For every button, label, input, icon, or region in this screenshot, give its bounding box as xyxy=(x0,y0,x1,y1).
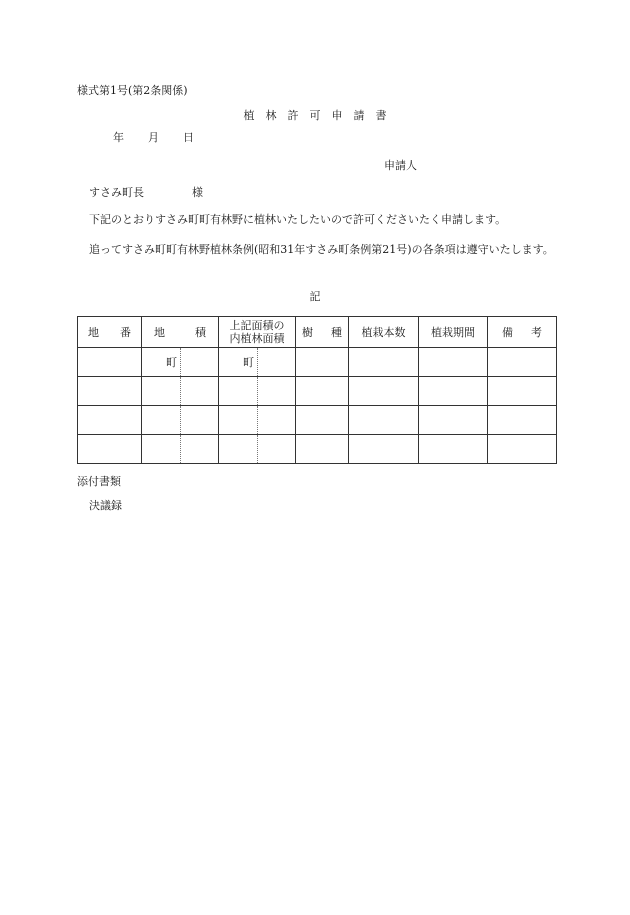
cell-remarks[interactable] xyxy=(488,406,557,435)
header-period: 植栽期間 xyxy=(419,317,488,348)
table-row xyxy=(78,377,557,406)
cell-planting-area-main[interactable] xyxy=(219,377,258,406)
cell-species[interactable] xyxy=(296,348,349,377)
table-row xyxy=(78,435,557,464)
year-label: 年 xyxy=(113,131,124,144)
cell-area-main[interactable] xyxy=(142,348,181,377)
cell-chiban[interactable] xyxy=(78,406,142,435)
cell-remarks[interactable] xyxy=(488,377,557,406)
applicant-label: 申請人 xyxy=(384,159,417,172)
title-char: 請 xyxy=(353,109,365,122)
cell-planting-area-main[interactable] xyxy=(219,348,258,377)
cell-species[interactable] xyxy=(296,406,349,435)
cell-area-sub[interactable] xyxy=(181,406,219,435)
cell-count[interactable] xyxy=(349,377,419,406)
month-label: 月 xyxy=(148,131,159,144)
title-char: 申 xyxy=(331,109,343,122)
cell-area-sub[interactable] xyxy=(181,377,219,406)
addressee-line xyxy=(89,186,203,200)
honorific: 様 xyxy=(192,186,203,199)
unit-label: 町 xyxy=(166,356,177,369)
cell-planting-area-main[interactable] xyxy=(219,435,258,464)
cell-area-main[interactable] xyxy=(142,406,181,435)
cell-planting-area-sub[interactable] xyxy=(258,435,296,464)
table-row xyxy=(78,348,557,377)
compliance-paragraph: 追ってすさみ町町有林野植林条例(昭和31年すさみ町条例第21号)の各条項は遵守いたします。 xyxy=(89,243,554,256)
cell-area-main[interactable] xyxy=(142,377,181,406)
cell-area-sub[interactable] xyxy=(181,435,219,464)
cell-period[interactable] xyxy=(419,348,488,377)
cell-period[interactable] xyxy=(419,406,488,435)
addressee: すさみ町長 xyxy=(89,186,144,199)
attachments-label: 添付書類 xyxy=(77,475,121,488)
attachment-item: 決議録 xyxy=(89,499,122,512)
table-header-row xyxy=(78,317,557,348)
cell-area-sub[interactable] xyxy=(181,348,219,377)
cell-count[interactable] xyxy=(349,406,419,435)
request-paragraph: 下記のとおりすさみ町町有林野に植林いたしたいので許可くださいたく申請します。 xyxy=(89,213,507,226)
cell-species[interactable] xyxy=(296,435,349,464)
cell-planting-area-sub[interactable] xyxy=(258,348,296,377)
planting-table xyxy=(77,316,557,464)
header-chiseki: 地 積 xyxy=(142,317,219,348)
cell-count[interactable] xyxy=(349,435,419,464)
title-char: 林 xyxy=(265,109,277,122)
cell-planting-area-sub[interactable] xyxy=(258,377,296,406)
cell-planting-area-main[interactable] xyxy=(219,406,258,435)
cell-chiban[interactable] xyxy=(78,435,142,464)
header-remarks: 備 考 xyxy=(488,317,557,348)
cell-period[interactable] xyxy=(419,377,488,406)
cell-count[interactable] xyxy=(349,348,419,377)
table-row xyxy=(78,406,557,435)
form-number: 様式第1号(第2条関係) xyxy=(77,84,188,97)
cell-area-main[interactable] xyxy=(142,435,181,464)
title-char: 書 xyxy=(375,109,387,122)
title-char: 可 xyxy=(309,109,321,122)
cell-period[interactable] xyxy=(419,435,488,464)
document-title xyxy=(0,109,630,123)
header-planting-area: 上記面積の 内植林面積 xyxy=(219,317,296,348)
day-label: 日 xyxy=(183,131,194,144)
cell-species[interactable] xyxy=(296,377,349,406)
cell-chiban[interactable] xyxy=(78,377,142,406)
title-char: 植 xyxy=(243,109,255,122)
cell-remarks[interactable] xyxy=(488,435,557,464)
unit-label: 町 xyxy=(243,356,254,369)
ki-heading: 記 xyxy=(309,290,321,303)
cell-remarks[interactable] xyxy=(488,348,557,377)
cell-planting-area-sub[interactable] xyxy=(258,406,296,435)
cell-chiban[interactable] xyxy=(78,348,142,377)
title-char: 許 xyxy=(287,109,299,122)
header-chiban: 地 番 xyxy=(78,317,142,348)
header-count: 植栽本数 xyxy=(349,317,419,348)
header-species: 樹 種 xyxy=(296,317,349,348)
date-line xyxy=(113,131,194,145)
